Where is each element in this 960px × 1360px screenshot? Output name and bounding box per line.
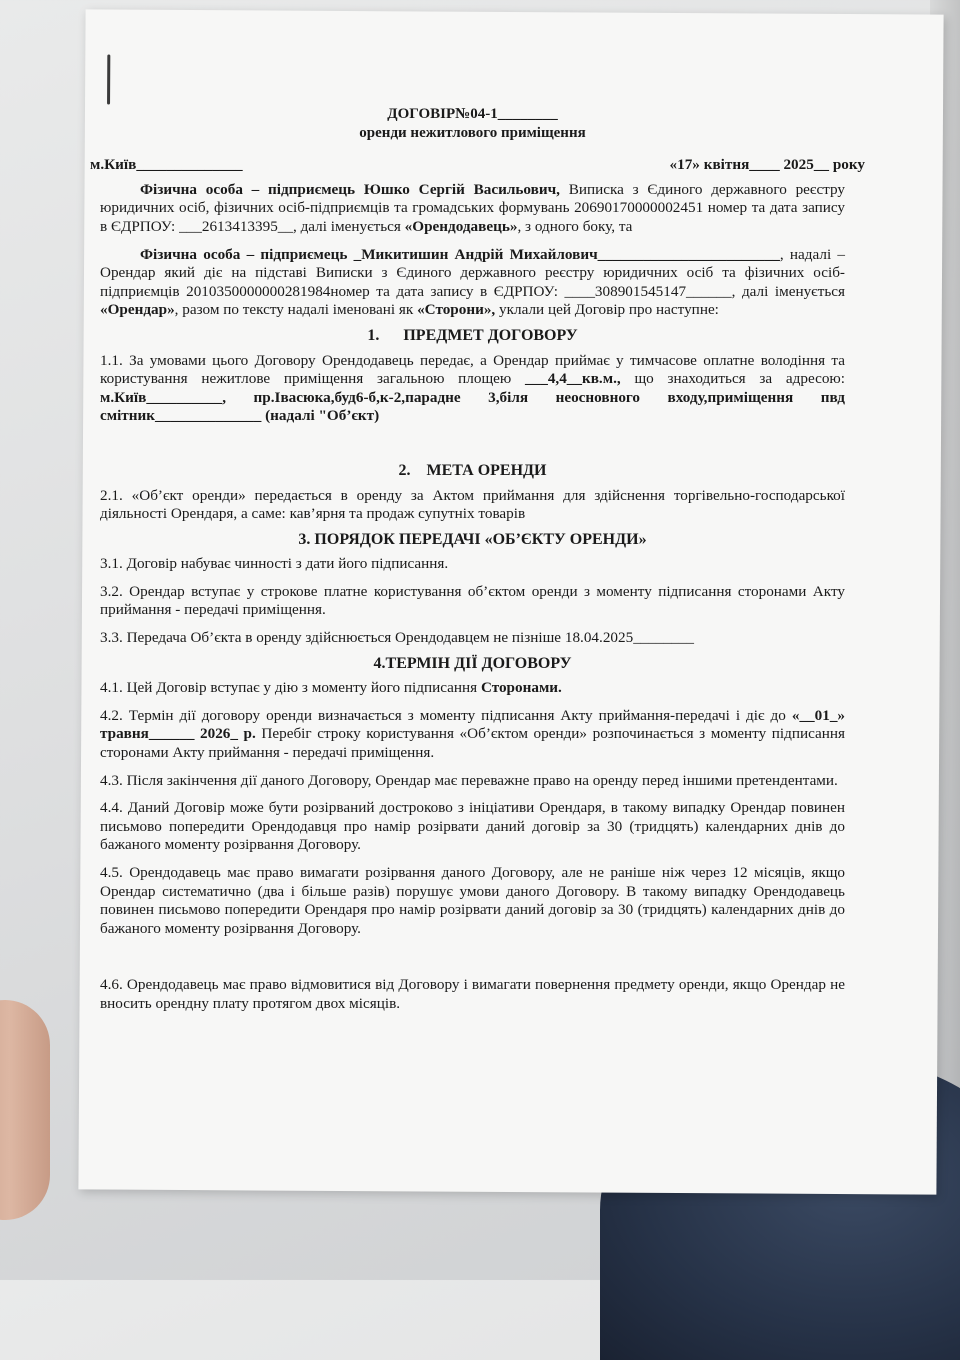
doc-date: «17» квітня____ 2025__ року xyxy=(669,156,865,174)
clause-4-5: 4.5. Орендодавець має право вимагати розірвання даного Договору, але не раніше ніж через 12 місяців, якщо Орендар систематично (два і більше разів) порушує умови даного Договору. В такому випадку Орендодавець повинен письмово попередити Орендаря про намір розірвати даний договір за 30 (тридцять) календарних днів до бажаного моменту розірвання Договору. xyxy=(100,864,845,937)
party2-sides: «Сторони», xyxy=(417,301,496,319)
staple xyxy=(107,55,110,105)
clause-4-2-text: 4.2. Термін дії договору оренди визначається з моменту підписання Акту приймання-передачі і діє до xyxy=(100,706,792,724)
document-body xyxy=(90,105,865,1014)
doc-header-row xyxy=(90,156,865,175)
doc-title: ДОГОВІР№04-1________ xyxy=(387,106,558,122)
party2-end: уклали цей Договір про наступне: xyxy=(495,301,719,319)
section-2-heading: 2. МЕТА ОРЕНДИ xyxy=(398,461,547,479)
party1-paragraph xyxy=(100,181,845,237)
clause-4-3: 4.3. Після закінчення дії даного Договору, Орендар має переважне право на оренду перед іншими претендентами. xyxy=(100,771,838,789)
party1-role: «Орендодавець» xyxy=(404,217,518,235)
party1-end: , з одного боку, та xyxy=(517,217,633,235)
section-4-heading: 4.ТЕРМІН ДІЇ ДОГОВОРУ xyxy=(373,654,572,672)
party2-mid2: , разом по тексту надалі іменовані як xyxy=(174,301,418,319)
party1-text: Виписка з Єдиного державного реєстру юридичних осіб, фізичних осіб-підприємців та громадських формувань 20690170000002451 номер та дата запису в ЄДРПОУ: ___2613413395__, далі іменується xyxy=(100,180,845,235)
clause-1-1-text2: що знаходиться за адресою: xyxy=(620,370,846,388)
doc-city: м.Київ______________ xyxy=(90,156,243,174)
clause-1-1-address: м.Київ__________, пр.Івасюка,буд6-б,к-2,парадне 3,біля неосновного входу,приміщення пвд смітник______________ (надалі "Об’єкт) xyxy=(100,388,845,425)
clause-3-3: 3.3. Передача Об’єкта в оренду здійснюється Орендодавцем не пізніше 18.04.2025________ xyxy=(100,629,694,647)
clause-4-1-text: 4.1. Цей Договір вступає у дію з моменту його підписання xyxy=(100,679,481,697)
clause-1-1-area: ___4,4__кв.м., xyxy=(525,370,621,388)
clause-4-2 xyxy=(100,707,845,763)
section-3-heading: 3. ПОРЯДОК ПЕРЕДАЧІ «ОБ’ЄКТУ ОРЕНДИ» xyxy=(298,530,647,548)
section-1-heading: 1. ПРЕДМЕТ ДОГОВОРУ xyxy=(367,326,578,344)
clause-4-2-text2: Перебіг строку користування «Об’єктом оренди» розпочинається з моменту підписання сторонами Акту приймання - передачі приміщення. xyxy=(100,725,845,762)
clause-4-6: 4.6. Орендодавець має право відмовитися від Договору і вимагати повернення предмету оренди, якщо Орендар не вносить орендну плату протягом двох місяців. xyxy=(100,976,845,1012)
doc-subtitle: оренди нежитлового приміщення xyxy=(359,124,586,141)
party2-mid: , далі іменується xyxy=(731,282,845,300)
party2-paragraph xyxy=(100,246,845,320)
clause-4-1-parties: Сторонами. xyxy=(480,679,562,697)
clause-1-1 xyxy=(100,352,845,426)
clause-4-4: 4.4. Даний Договір може бути розірваний достроково з ініціативи Орендаря, в такому випадку Орендар повинен письмово попередити Орендодавця про намір розірвати даний договір за 30 (тридцять) календарних днів до бажаного моменту розірвання Договору. xyxy=(100,799,845,854)
clause-1-1-text: 1.1. За умовами цього Договору Орендодавець передає, а Орендар приймає у тимчасове оплатне володіння та користування нежитлове приміщення загальною площею xyxy=(100,351,845,388)
clause-3-2: 3.2. Орендар вступає у строкове платне користування об’єктом оренди з моменту підписання сторонами Акту приймання - передачі приміщення. xyxy=(100,582,845,619)
party2-role: «Орендар» xyxy=(100,301,175,319)
party2-text: , надалі – Орендар який діє на підставі Виписки з Єдиного державного реєстру юридичних осіб та фізичних осіб-підприємців 2010350000000281984номер та дата запису в ЄДРПОУ: ____308901545147______ xyxy=(100,245,845,300)
clause-4-2-date: «__01_» травня______ 2026_ р. xyxy=(100,706,845,743)
party2-name: Фізична особа – підприємець _Микитишин Андрій Михайлович________________________ xyxy=(140,245,780,263)
finger xyxy=(0,1000,50,1220)
clause-2-1: 2.1. «Об’єкт оренди» передається в оренду за Актом приймання для здійснення торгівельно-господарської діяльності Орендаря, а саме: кав’ярня та продаж супутніх товарів xyxy=(100,486,845,523)
clause-4-1 xyxy=(100,679,845,698)
party1-name: Фізична особа – підприємець Юшко Сергій Васильович, xyxy=(140,180,560,198)
clause-3-1: 3.1. Договір набуває чинності з дати його підписання. xyxy=(100,555,449,573)
